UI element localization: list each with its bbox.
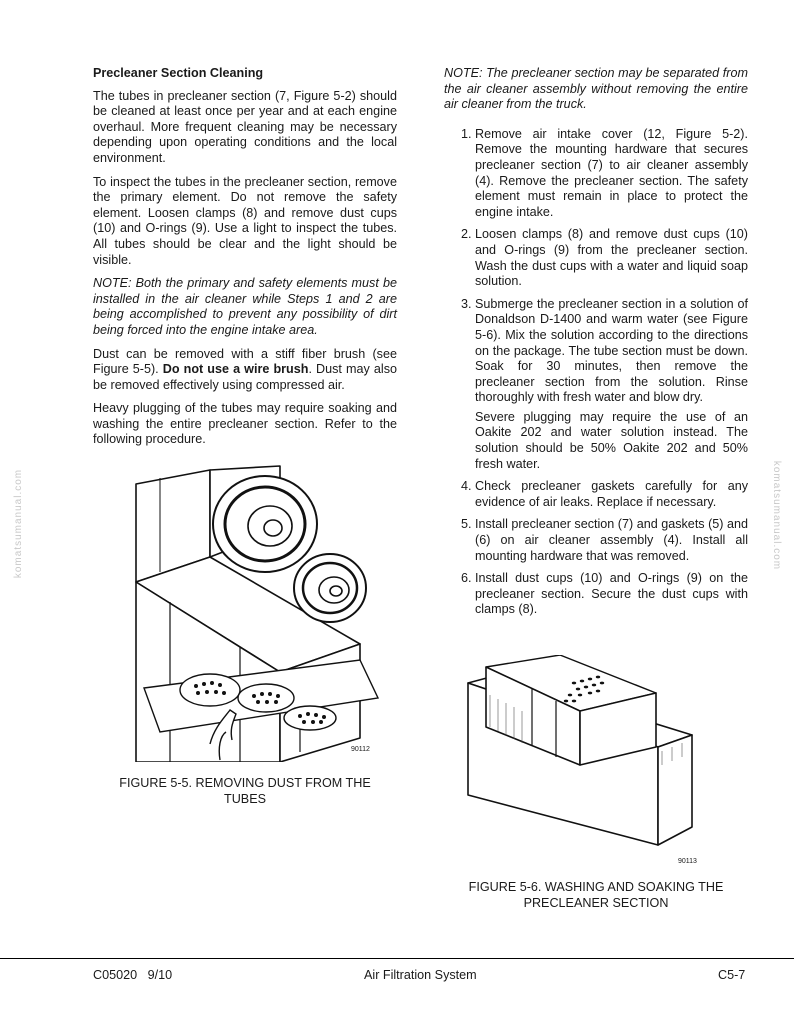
footer-doc-number: C05020 <box>93 968 138 982</box>
step-number: 1. <box>461 126 472 141</box>
step-item <box>444 571 748 618</box>
step-number: 5. <box>461 517 472 532</box>
paragraph-4: Heavy plugging of the tubes may require soaking and washing the entire precleaner section. Refer to the following procedure. <box>93 401 397 447</box>
figure-5-5-caption <box>93 776 397 807</box>
p3-text-c: . Dust may also be removed effectively using compressed air. <box>93 362 397 392</box>
step-text: Remove air intake cover (12, Figure 5-2). Remove the mounting hardware that secures precleaner section (7) to air cleaner assembly (4). Remove the precleaner section. The safety element must remain in place to protect the engine intake. <box>475 126 748 219</box>
watermark-left: komatsumanual.com <box>13 468 25 579</box>
step-item <box>444 517 748 564</box>
step-3-sub-paragraph: Severe plugging may require the use of an Oakite 202 and water solution instead. The solution should be 50% Oakite 202 and 50% fresh water. <box>475 409 748 471</box>
figure-5-6-caption <box>444 880 748 911</box>
figure-5-5-caption-line2: TUBES <box>224 791 266 806</box>
p3-text-a: Dust can be removed with a stiff fiber brush (see Figure 5-5). <box>93 346 397 377</box>
step-number: 4. <box>461 479 472 494</box>
step-text: Submerge the precleaner section in a solution of Donaldson D-1400 and warm water (see Figure 5-6). Mix the solution according to the directions on the package. The tube section must be down. Soak for 30 minutes, then remove the precleaner section from the solution. Rinse thoroughly with fresh water and blow dry. <box>475 296 748 405</box>
step-number: 2. <box>461 227 472 242</box>
step-item <box>444 479 748 510</box>
step-number: 3. <box>461 296 472 311</box>
paragraph-3 <box>93 347 397 394</box>
figure-5-5-tubes <box>140 640 380 780</box>
step-text: Install precleaner section (7) and gaskets (5) and (6) on air cleaner assembly (4). Install all mounting hardware that was removed. <box>475 517 749 563</box>
note-paragraph: NOTE: Both the primary and safety elements must be installed in the air cleaner while Steps 1 and 2 are being accomplished to prevent any possibility of dirt being forced into the engine intake area. <box>93 276 397 337</box>
footer-title: Air Filtration System <box>364 968 477 982</box>
section-heading: Precleaner Section Cleaning <box>93 66 264 80</box>
step-number: 6. <box>461 571 472 586</box>
figure-5-6-caption-line1: FIGURE 5-6. WASHING AND SOAKING THE <box>468 880 724 894</box>
watermark-right: komatsumanual.com <box>771 460 783 571</box>
right-column <box>444 66 748 625</box>
figure-5-5-number: 90112 <box>351 746 370 753</box>
procedure-steps <box>444 127 748 618</box>
p3-warning: Do not use a wire brush <box>162 362 309 377</box>
footer-doc-code <box>93 968 172 982</box>
step-text: Loosen clamps (8) and remove dust cups (10) and O-rings (9) from the precleaner section. Wash the dust cups with a water and liquid soap solution. <box>475 227 748 289</box>
footer-date: 9/10 <box>147 968 173 982</box>
figure-5-6-caption-line2: PRECLEANER SECTION <box>523 895 669 910</box>
figure-5-6-number: 90113 <box>678 858 697 865</box>
figure-5-6-illustration <box>462 655 702 860</box>
right-note: NOTE: The precleaner section may be separated from the air cleaner assembly without removing the entire air cleaner from the truck. <box>444 66 748 112</box>
footer-page-number: C5-7 <box>718 968 746 982</box>
step-item <box>444 297 748 406</box>
paragraph-1: The tubes in precleaner section (7, Figure 5-2) should be cleaned at least once per year and at each engine overhaul. More frequent cleaning may be necessary depending upon operating conditions and the local environment. <box>93 88 397 165</box>
step-item <box>444 227 748 289</box>
figure-5-5-caption-line1: FIGURE 5-5. REMOVING DUST FROM THE <box>119 776 371 790</box>
footer-divider <box>0 958 794 959</box>
paragraph-2: To inspect the tubes in the precleaner section, remove the primary element. Do not remove the safety element. Loosen clamps (8) and remove dust cups (10) and O-rings (9). Use a light to inspect the tubes. All tubes should be clear and the light should be visible. <box>93 174 397 267</box>
step-text: Check precleaner gaskets carefully for any evidence of air leaks. Replace if necessary. <box>475 479 748 509</box>
left-column <box>93 66 397 456</box>
step-text: Install dust cups (10) and O-rings (9) on the precleaner section. Secure the dust cups with clamps (8). <box>475 571 748 617</box>
step-item <box>444 127 748 221</box>
